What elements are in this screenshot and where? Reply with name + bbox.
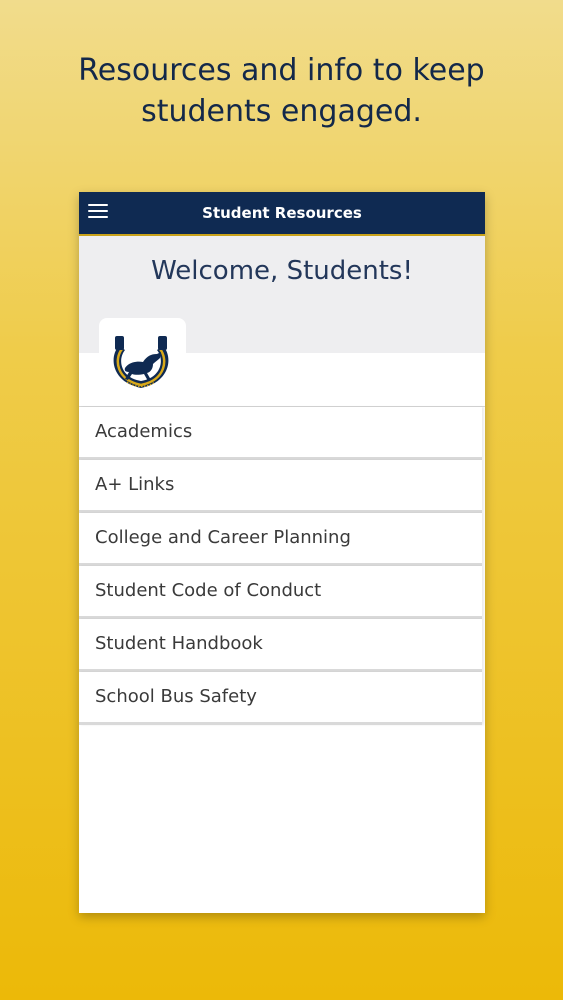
school-logo [99, 318, 186, 402]
app-bar-title: Student Resources [202, 204, 362, 222]
resource-menu [79, 406, 485, 725]
app-screen [79, 192, 485, 913]
menu-item-a-plus-links[interactable]: A+ Links [79, 460, 482, 513]
menu-item-school-bus-safety[interactable]: School Bus Safety [79, 672, 482, 725]
menu-item-student-handbook[interactable]: Student Handbook [79, 619, 482, 672]
menu-item-student-code-of-conduct[interactable]: Student Code of Conduct [79, 566, 482, 619]
app-bar [79, 192, 485, 236]
welcome-title: Welcome, Students! [151, 256, 413, 286]
marketing-headline [0, 50, 563, 132]
headline-line-1: Resources and info to keep [78, 53, 485, 88]
menu-item-college-career-planning[interactable]: College and Career Planning [79, 513, 482, 566]
headline-line-2: students engaged. [141, 94, 422, 129]
menu-item-academics[interactable]: Academics [79, 407, 482, 460]
mustang-horseshoe-logo-icon [105, 332, 177, 396]
